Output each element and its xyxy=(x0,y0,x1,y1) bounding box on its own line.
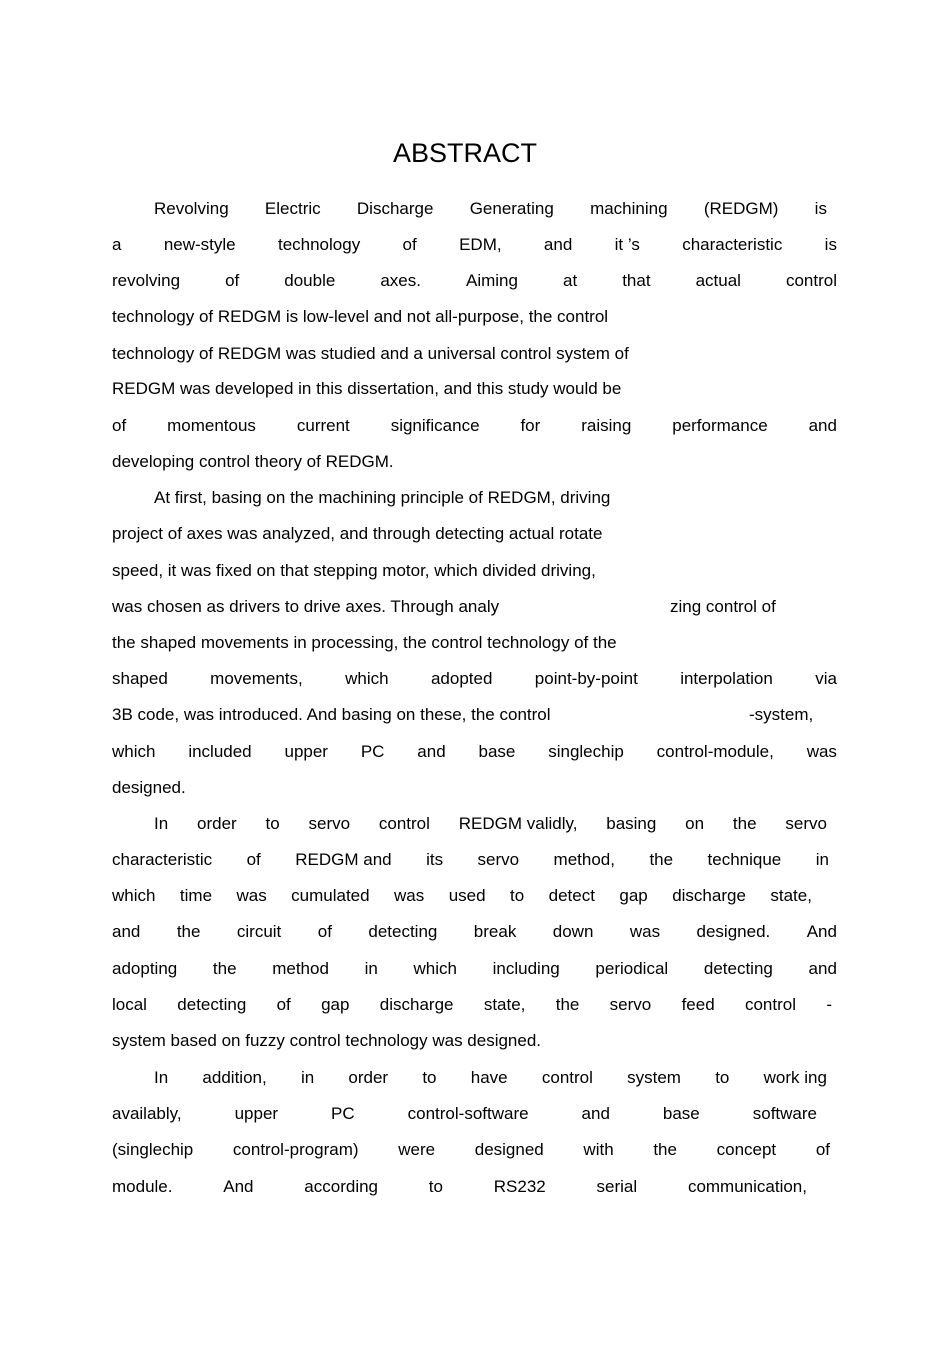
word: servo xyxy=(785,814,827,833)
word: communication, xyxy=(687,1177,807,1196)
word: to xyxy=(510,886,525,905)
word: double xyxy=(284,271,336,290)
text-line xyxy=(112,595,837,619)
text-line xyxy=(112,957,837,981)
word: used xyxy=(448,886,486,905)
word: adopted xyxy=(430,669,493,688)
word: state, xyxy=(483,995,526,1014)
word: control xyxy=(744,995,796,1014)
word: basing xyxy=(606,814,657,833)
word: and xyxy=(581,1104,610,1123)
page-title: ABSTRACT xyxy=(392,138,538,168)
word: axes. xyxy=(380,271,421,290)
word: of xyxy=(225,271,240,290)
word: And xyxy=(223,1177,254,1196)
word: in xyxy=(300,1068,315,1087)
word: was xyxy=(394,886,425,905)
text-line xyxy=(112,522,837,546)
word: gap xyxy=(321,995,350,1014)
word: included xyxy=(188,742,252,761)
word: characteristic xyxy=(112,850,213,869)
line-text: designed. xyxy=(112,778,186,797)
word: to xyxy=(428,1177,443,1196)
text-line xyxy=(112,1175,807,1199)
word: was xyxy=(629,922,661,941)
word: servo xyxy=(609,995,652,1014)
word: the xyxy=(212,959,237,978)
line-text: was chosen as drivers to drive axes. Through analy xyxy=(112,597,500,616)
text-line xyxy=(154,1066,827,1090)
word: is xyxy=(824,235,837,254)
line-text: speed, it was fixed on that stepping motor, which divided driving, xyxy=(112,561,596,580)
word: adopting xyxy=(112,959,178,978)
word: actual xyxy=(695,271,741,290)
word: control xyxy=(785,271,837,290)
word: circuit xyxy=(236,922,282,941)
word: Generating xyxy=(469,199,554,218)
word: which xyxy=(345,669,389,688)
word: that xyxy=(622,271,651,290)
text-line xyxy=(112,848,829,872)
word: is xyxy=(814,199,827,218)
word: point-by-point xyxy=(534,669,638,688)
word: interpolation xyxy=(680,669,773,688)
word: And xyxy=(806,922,837,941)
text-line xyxy=(154,197,827,221)
word: discharge xyxy=(379,995,454,1014)
word: it ’s xyxy=(614,235,640,254)
text-line xyxy=(112,1138,830,1162)
line-text: project of axes was analyzed, and through detecting actual rotate xyxy=(112,524,603,543)
word: detecting xyxy=(177,995,247,1014)
word: with xyxy=(583,1140,614,1159)
word: servo xyxy=(477,850,520,869)
word: at xyxy=(562,271,578,290)
text-line xyxy=(112,559,837,583)
word: the xyxy=(176,922,201,941)
word: designed. xyxy=(696,922,771,941)
line-text: REDGM was developed in this dissertation, and this study would be xyxy=(112,379,622,398)
word: to xyxy=(422,1068,437,1087)
word: new-style xyxy=(163,235,236,254)
word: current xyxy=(296,416,350,435)
word: and xyxy=(417,742,446,761)
word: control xyxy=(541,1068,593,1087)
word: down xyxy=(552,922,594,941)
word: its xyxy=(426,850,444,869)
word: serial xyxy=(596,1177,638,1196)
word: revolving xyxy=(112,271,181,290)
word: servo xyxy=(308,814,351,833)
word: according xyxy=(304,1177,379,1196)
word: a xyxy=(112,235,122,254)
word: order xyxy=(348,1068,389,1087)
word: upper xyxy=(234,1104,279,1123)
word: gap xyxy=(619,886,648,905)
line-text: technology of REDGM was studied and a universal control system of xyxy=(112,344,629,363)
word: module. xyxy=(112,1177,173,1196)
text-line xyxy=(112,233,837,257)
word: significance xyxy=(390,416,480,435)
word: on xyxy=(685,814,705,833)
text-line xyxy=(112,1029,837,1053)
line-tail-text: -system, xyxy=(749,705,814,724)
word: shaped xyxy=(112,669,168,688)
word: REDGM validly, xyxy=(458,814,578,833)
word: the xyxy=(649,850,674,869)
word: the xyxy=(555,995,580,1014)
text-line xyxy=(112,703,837,727)
word: and xyxy=(112,922,141,941)
word: Electric xyxy=(264,199,321,218)
text-line xyxy=(112,740,837,764)
word: Discharge xyxy=(356,199,434,218)
word: In xyxy=(154,814,169,833)
word: EDM, xyxy=(459,235,502,254)
word: (singlechip xyxy=(112,1140,194,1159)
line-text: technology of REDGM is low-level and not all-purpose, the control xyxy=(112,307,609,326)
word: time xyxy=(179,886,213,905)
word: availably, xyxy=(112,1104,182,1123)
word: machining xyxy=(590,199,668,218)
word: discharge xyxy=(672,886,746,905)
word: REDGM and xyxy=(295,850,392,869)
line-text: At first, basing on the machining principle of REDGM, driving xyxy=(154,488,611,507)
word: feed xyxy=(681,995,715,1014)
word: base xyxy=(662,1104,700,1123)
text-line xyxy=(112,305,837,329)
word: which xyxy=(112,742,156,761)
line-tail-text: zing control of xyxy=(670,597,776,616)
word: which xyxy=(413,959,457,978)
word: have xyxy=(470,1068,508,1087)
word: and xyxy=(808,416,837,435)
word: addition, xyxy=(202,1068,267,1087)
word: system xyxy=(627,1068,681,1087)
text-line xyxy=(112,414,837,438)
word: characteristic xyxy=(682,235,783,254)
word: and xyxy=(808,959,837,978)
word: raising xyxy=(581,416,632,435)
word: for xyxy=(520,416,541,435)
word: - xyxy=(826,995,832,1014)
text-line xyxy=(154,486,827,510)
word: movements, xyxy=(210,669,303,688)
word: via xyxy=(815,669,837,688)
word: (REDGM) xyxy=(703,199,779,218)
word: work ing xyxy=(763,1068,827,1087)
text-line xyxy=(112,993,832,1017)
word: was xyxy=(806,742,837,761)
text-line xyxy=(112,631,837,655)
word: state, xyxy=(770,886,812,905)
text-line xyxy=(112,776,837,800)
word: Aiming xyxy=(466,271,518,290)
word: method, xyxy=(553,850,615,869)
text-line xyxy=(112,920,837,944)
line-text: the shaped movements in processing, the control technology of the xyxy=(112,633,617,652)
line-text: 3B code, was introduced. And basing on these, the control xyxy=(112,705,551,724)
word: to xyxy=(715,1068,730,1087)
word: software xyxy=(752,1104,817,1123)
word: periodical xyxy=(595,959,669,978)
word: detecting xyxy=(368,922,438,941)
word: of xyxy=(276,995,291,1014)
word: of xyxy=(815,1140,830,1159)
word: technique xyxy=(707,850,782,869)
word: were xyxy=(398,1140,436,1159)
word: of xyxy=(317,922,332,941)
word: detect xyxy=(548,886,595,905)
word: break xyxy=(473,922,517,941)
word: technology xyxy=(277,235,361,254)
word: which xyxy=(112,886,156,905)
word: base xyxy=(478,742,516,761)
word: control-software xyxy=(407,1104,529,1123)
text-line xyxy=(112,1102,817,1126)
word: order xyxy=(197,814,237,833)
word: cumulated xyxy=(291,886,370,905)
word: method xyxy=(272,959,329,978)
word: In xyxy=(154,1068,169,1087)
word: including xyxy=(492,959,560,978)
word: momentous xyxy=(167,416,256,435)
line-text: developing control theory of REDGM. xyxy=(112,452,394,471)
word: upper xyxy=(284,742,328,761)
word: the xyxy=(653,1140,677,1159)
text-line xyxy=(112,450,837,474)
word: performance xyxy=(672,416,768,435)
word: in xyxy=(815,850,829,869)
word: concept xyxy=(716,1140,777,1159)
word: of xyxy=(402,235,417,254)
word: to xyxy=(265,814,280,833)
text-line xyxy=(112,667,837,691)
word: control-program) xyxy=(232,1140,359,1159)
word: the xyxy=(732,814,757,833)
word: designed xyxy=(474,1140,544,1159)
text-line xyxy=(112,377,837,401)
word: Revolving xyxy=(154,199,229,218)
word: PC xyxy=(360,742,385,761)
word: detecting xyxy=(703,959,773,978)
word: of xyxy=(112,416,127,435)
text-line xyxy=(112,269,837,293)
word: control-module, xyxy=(656,742,774,761)
word: was xyxy=(236,886,267,905)
text-line xyxy=(154,812,827,836)
line-text: system based on fuzzy control technology was designed. xyxy=(112,1031,542,1050)
word: singlechip xyxy=(548,742,624,761)
word: of xyxy=(246,850,261,869)
word: local xyxy=(112,995,147,1014)
text-line xyxy=(112,884,812,908)
word: and xyxy=(543,235,573,254)
word: control xyxy=(378,814,430,833)
word: RS232 xyxy=(493,1177,546,1196)
word: PC xyxy=(331,1104,355,1123)
word: in xyxy=(364,959,378,978)
text-line xyxy=(112,342,837,366)
